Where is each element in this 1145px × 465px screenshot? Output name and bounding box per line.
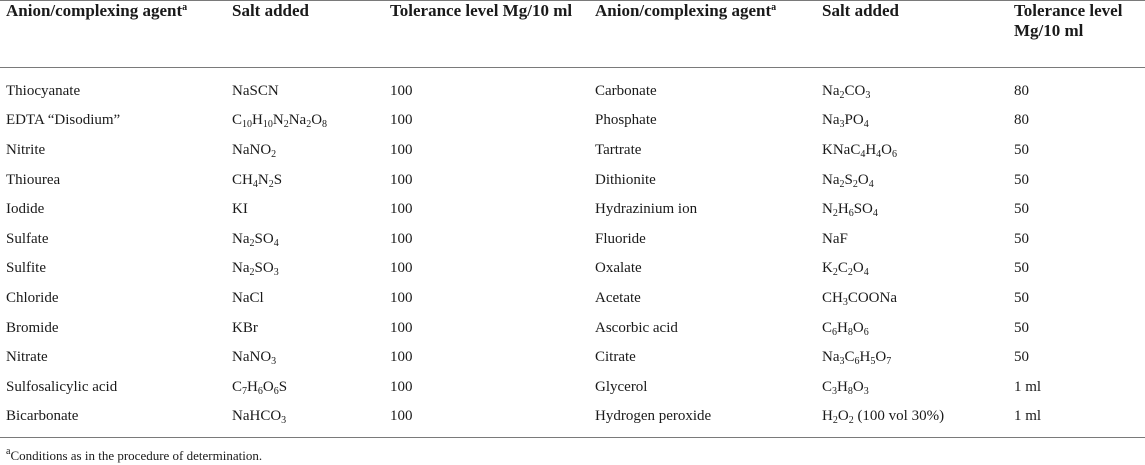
formula-part: Na [288,112,307,129]
formula-subscript: 8 [847,385,853,397]
anion-name-cell: Nitrate [6,349,48,366]
formula-subscript: 2 [848,415,854,427]
formula-subscript: 7 [242,385,248,397]
formula-part: C [822,378,833,395]
tolerance-cell: 100 [390,82,413,99]
formula-part: KI [232,201,248,218]
formula-part: SO [254,230,274,247]
formula-part: (100 vol 30%) [853,408,945,425]
formula-subscript: 6 [832,326,838,338]
tolerance-cell: 50 [1014,260,1029,277]
tolerance-cell: 100 [390,378,413,395]
formula-subscript: 3 [273,267,279,279]
formula-part: H [252,112,263,129]
formula-subscript: 2 [832,267,838,279]
salt-formula-cell [226,165,384,195]
table-row [0,194,1145,224]
tolerance-cell: 100 [390,112,413,129]
formula-subscript: 6 [863,326,869,338]
formula-subscript: 3 [865,89,871,101]
header-tolerance-right: Tolerance level Mg/10 ml [1008,1,1145,68]
formula-subscript: 2 [839,178,845,190]
tolerance-cell: 50 [1014,171,1029,188]
formula-part: Na [822,112,840,129]
header-tolerance-left: Tolerance level Mg/10 ml [384,1,589,68]
salt-formula-cell [816,254,1008,284]
table-body [0,68,1145,438]
formula-part: O [262,378,274,395]
anion-name-cell: Citrate [595,349,636,366]
table-row [0,313,1145,343]
formula-part: NaF [822,230,848,247]
formula-part: NaHCO [232,408,282,425]
salt-formula-cell [816,165,1008,195]
anion-name-cell: Chloride [6,289,59,306]
formula-subscript: 2 [249,237,255,249]
table-row [0,135,1145,165]
formula-subscript: 3 [842,296,848,308]
footnote-marker: a [6,446,11,457]
formula-part: CO [844,82,866,99]
formula-part: K [822,260,833,277]
formula-subscript: 3 [281,415,287,427]
formula-subscript: 6 [892,148,898,160]
formula-part: C [232,112,243,129]
formula-subscript: 4 [863,119,869,131]
tolerance-cell: 80 [1014,112,1029,129]
formula-subscript: 2 [249,267,255,279]
formula-part: O [837,408,849,425]
formula-subscript: 6 [273,385,279,397]
anion-name-cell: Fluoride [595,230,646,247]
salt-formula-cell [226,372,384,402]
tolerance-cell: 1 ml [1014,378,1042,395]
salt-formula-cell [226,313,384,343]
table-row [0,106,1145,136]
tolerance-cell: 50 [1014,201,1029,218]
footnote-text: Conditions as in the procedure of determination. [10,448,263,463]
formula-subscript: 7 [886,356,892,368]
footnote [6,448,262,463]
anion-name-cell: Sulfite [6,260,46,277]
table-row [0,372,1145,402]
table-row [0,165,1145,195]
formula-part: H [859,349,871,366]
formula-subscript: 2 [847,267,853,279]
salt-formula-cell [226,254,384,284]
anion-name-cell: Thiocyanate [6,82,81,99]
formula-subscript: 4 [868,178,874,190]
formula-part: Na [232,260,250,277]
salt-formula-cell [226,68,384,106]
formula-part: NaSCN [232,82,279,99]
formula-part: N [257,171,269,188]
formula-part: CH [232,171,253,188]
salt-formula-cell [226,283,384,313]
formula-part: O [852,319,864,336]
formula-part: S [278,378,288,395]
formula-part: S [273,171,283,188]
anion-name-cell: Nitrite [6,141,46,158]
anion-name-cell: Iodide [6,201,45,218]
tolerance-cell: 50 [1014,141,1029,158]
formula-part: H [837,378,848,395]
formula-part: H [865,141,877,158]
formula-subscript: 6 [257,385,263,397]
formula-subscript: 2 [283,119,289,131]
formula-part: O [852,260,864,277]
formula-part: H [837,201,849,218]
formula-part: NaCl [232,289,264,306]
tolerance-cell: 100 [390,260,413,277]
anion-name-cell: Bicarbonate [6,408,79,425]
salt-formula-cell [816,342,1008,372]
formula-subscript: 3 [839,356,845,368]
anion-name-cell: Sulfate [6,230,49,247]
formula-part: KNaC [822,141,861,158]
formula-subscript: 6 [854,356,860,368]
formula-subscript: 4 [252,178,258,190]
formula-part: COONa [847,289,898,306]
formula-subscript: 4 [863,267,869,279]
anion-name-cell: Dithionite [595,171,656,188]
formula-subscript: 6 [848,208,854,220]
anion-name-cell: Bromide [6,319,59,336]
tolerance-cell: 50 [1014,349,1029,366]
formula-part: H [247,378,258,395]
tolerance-cell: 50 [1014,319,1029,336]
formula-subscript: 3 [839,119,845,131]
formula-part: O [311,112,323,129]
salt-formula-cell [226,402,384,438]
formula-subscript: 2 [832,415,838,427]
salt-formula-cell [816,106,1008,136]
table-row [0,224,1145,254]
anion-name-cell: Oxalate [595,260,642,277]
header-salt-left: Salt added [226,1,384,68]
header-anion-right: Anion/complexing agent$^a$ [589,1,816,68]
tolerance-cell: 100 [390,349,413,366]
salt-formula-cell [226,106,384,136]
table-row [0,68,1145,106]
formula-subscript: 4 [860,148,866,160]
anion-name-cell: Carbonate [595,82,657,99]
tolerance-cell: 100 [390,319,413,336]
formula-subscript: 2 [268,178,274,190]
salt-formula-cell [816,372,1008,402]
formula-subscript: 3 [832,385,838,397]
header-salt-right: Salt added [816,1,1008,68]
formula-part: KBr [232,319,258,336]
formula-part: O [875,349,887,366]
formula-part: N [272,112,284,129]
formula-part: N [822,201,833,218]
anion-name-cell: Phosphate [595,112,657,129]
anion-name-cell: Glycerol [595,378,648,395]
tolerance-cell: 100 [390,408,413,425]
formula-part: C [837,260,848,277]
anion-name-cell: EDTA “Disodium” [6,112,121,129]
anion-name-cell: Acetate [595,289,641,306]
table-row [0,402,1145,438]
table-row [0,254,1145,284]
salt-formula-cell [816,224,1008,254]
formula-part: CH [822,289,843,306]
formula-part: C [232,378,243,395]
formula-part: O [852,378,864,395]
formula-part: O [857,171,869,188]
table-row [0,283,1145,313]
formula-subscript: 4 [273,237,279,249]
formula-part: PO [844,112,864,129]
formula-subscript: 8 [847,326,853,338]
formula-subscript: 2 [839,89,845,101]
tolerance-cell: 100 [390,141,413,158]
formula-subscript: 2 [271,148,277,160]
formula-part: SO [254,260,274,277]
formula-part: Na [232,230,250,247]
formula-part: C [822,319,833,336]
tolerance-cell: 100 [390,230,413,247]
formula-part: Na [822,82,840,99]
formula-part: NaNO [232,349,272,366]
anion-name-cell: Ascorbic acid [595,319,678,336]
header-anion-left: Anion/complexing agent$^a$ [0,1,226,68]
formula-subscript: 2 [832,208,838,220]
formula-subscript: 5 [870,356,876,368]
formula-subscript: 2 [306,119,312,131]
tolerance-cell: 50 [1014,289,1029,306]
tolerance-cell: 100 [390,289,413,306]
formula-part: Na [822,171,840,188]
formula-subscript: 2 [852,178,858,190]
anion-name-cell: Tartrate [595,141,642,158]
table-row [0,342,1145,372]
formula-subscript: 8 [322,119,328,131]
formula-subscript: 3 [863,385,869,397]
salt-formula-cell [816,135,1008,165]
formula-part: NaNO [232,141,272,158]
tolerance-cell: 100 [390,171,413,188]
tolerance-cell: 50 [1014,230,1029,247]
formula-part: S [844,171,853,188]
footnote-marker: a [182,2,188,13]
formula-subscript: 4 [876,148,882,160]
salt-formula-cell [816,68,1008,106]
salt-formula-cell [226,224,384,254]
anion-name-cell: Hydrogen peroxide [595,408,712,425]
anion-name-cell: Thiourea [6,171,61,188]
salt-formula-cell [226,342,384,372]
formula-part: C [844,349,855,366]
formula-subscript: 10 [242,119,253,131]
formula-subscript: 3 [271,356,277,368]
tolerance-cell: 1 ml [1014,408,1042,425]
salt-formula-cell [816,313,1008,343]
formula-part: SO [853,201,873,218]
tolerance-cell: 100 [390,201,413,218]
formula-part: H [837,319,848,336]
anion-name-cell: Sulfosalicylic acid [6,378,118,395]
formula-subscript: 4 [872,208,878,220]
formula-part: H [822,408,833,425]
footnote-marker: a [771,2,777,13]
formula-subscript: 10 [262,119,273,131]
header-row [0,1,1145,68]
salt-formula-cell [816,194,1008,224]
anion-name-cell: Hydrazinium ion [595,201,698,218]
salt-formula-cell [226,135,384,165]
salt-formula-cell [816,402,1008,438]
salt-formula-cell [816,283,1008,313]
formula-part: Na [822,349,840,366]
tolerance-cell: 80 [1014,82,1029,99]
formula-part: O [881,141,893,158]
salt-formula-cell [226,194,384,224]
